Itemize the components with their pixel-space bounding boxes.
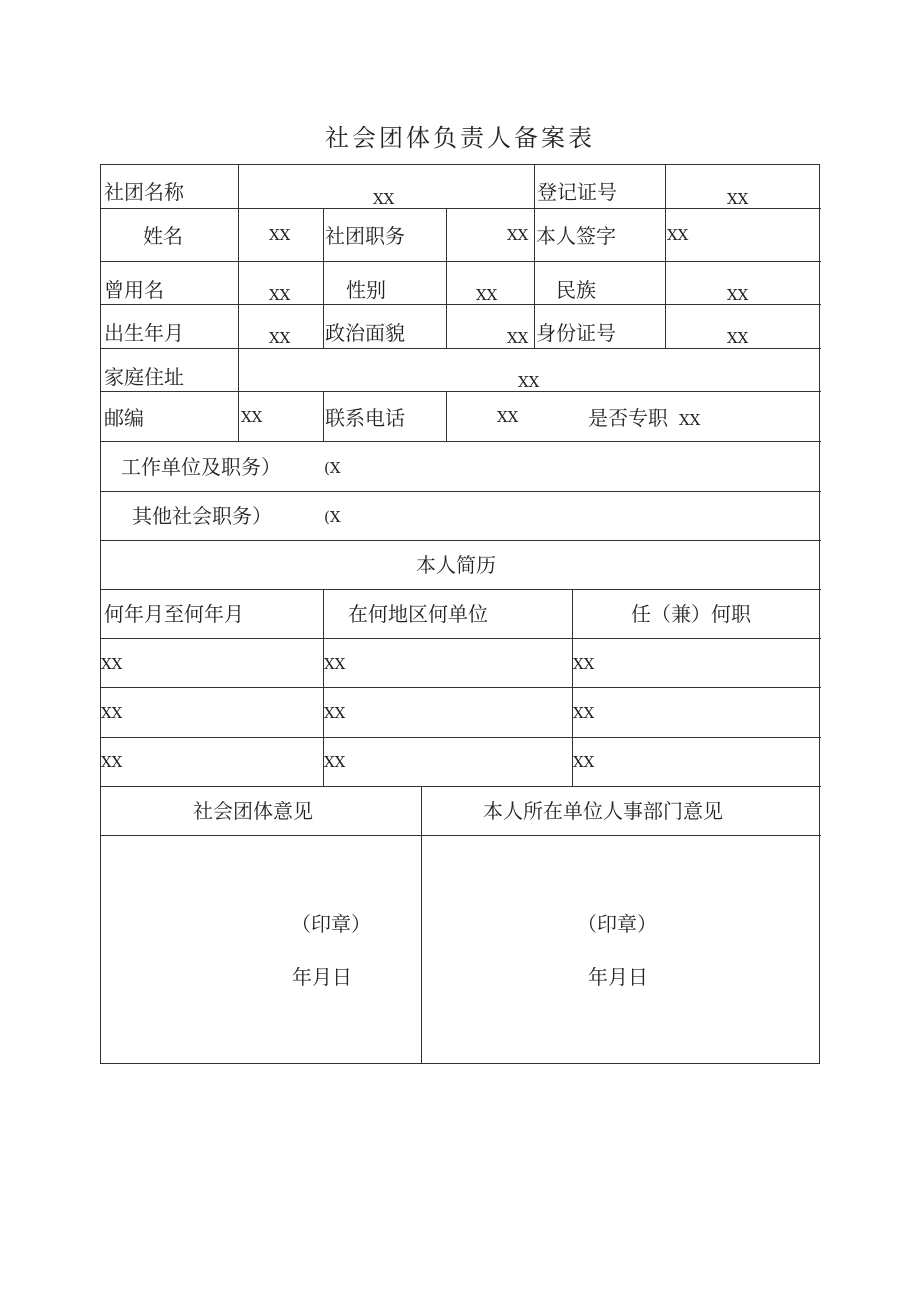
dept-date: 年月日 <box>588 965 648 989</box>
political-value: XX <box>507 329 529 347</box>
org-seal: （印章） <box>291 912 371 936</box>
fulltime-value: XX <box>679 411 701 429</box>
resume-cell: XX <box>573 655 595 673</box>
column-divider <box>323 391 324 441</box>
resume-column-unit: 在何地区何单位 <box>348 602 488 626</box>
resume-cell: XX <box>101 753 123 771</box>
org-date: 年月日 <box>292 965 352 989</box>
name-label: 姓名 <box>143 224 183 248</box>
position-label: 社团职务 <box>325 224 405 248</box>
row-divider <box>101 737 821 738</box>
column-divider <box>421 786 422 1064</box>
birth-value: XX <box>269 329 291 347</box>
row-divider <box>101 835 821 836</box>
signature-label: 本人签字 <box>536 224 616 248</box>
row-divider <box>101 786 821 787</box>
birth-label: 出生年月 <box>104 321 184 345</box>
column-divider <box>323 208 324 348</box>
other-positions-value: (X <box>324 508 341 526</box>
gender-label: 性别 <box>346 278 386 302</box>
address-label: 家庭住址 <box>104 365 184 389</box>
resume-column-period: 何年月至何年月 <box>104 602 244 626</box>
row-divider <box>101 687 821 688</box>
resume-heading: 本人简历 <box>416 553 496 577</box>
column-divider <box>238 165 239 441</box>
resume-cell: XX <box>101 655 123 673</box>
resume-cell: XX <box>101 704 123 722</box>
org-name-value: XX <box>373 190 395 208</box>
org-name-label: 社团名称 <box>104 180 184 204</box>
row-divider <box>101 261 821 262</box>
political-label: 政治面貌 <box>325 321 405 345</box>
employer-label: 工作单位及职务） <box>121 455 281 479</box>
postcode-label: 邮编 <box>104 406 144 430</box>
fulltime-label: 是否专职 <box>588 406 668 430</box>
row-divider <box>101 441 821 442</box>
phone-value: XX <box>497 408 519 426</box>
ethnicity-label: 民族 <box>556 278 596 302</box>
resume-cell: XX <box>573 753 595 771</box>
resume-cell: XX <box>324 655 346 673</box>
row-divider <box>101 304 821 305</box>
form-title: 社会团体负责人备案表 <box>325 124 595 152</box>
org-opinion-heading: 社会团体意见 <box>193 799 313 823</box>
row-divider <box>101 391 821 392</box>
row-divider <box>101 638 821 639</box>
column-divider <box>665 165 666 348</box>
resume-cell: XX <box>573 704 595 722</box>
column-divider <box>446 208 447 348</box>
row-divider <box>101 208 821 209</box>
other-positions-label: 其他社会职务） <box>132 504 272 528</box>
resume-cell: XX <box>324 704 346 722</box>
dept-seal: （印章） <box>577 912 657 936</box>
ethnicity-value: XX <box>727 286 749 304</box>
reg-no-label: 登记证号 <box>537 180 617 204</box>
row-divider <box>101 348 821 349</box>
row-divider <box>101 589 821 590</box>
position-value: XX <box>507 226 529 244</box>
column-divider <box>446 391 447 441</box>
name-value: XX <box>269 226 291 244</box>
gender-value: XX <box>476 286 498 304</box>
id-value: XX <box>727 329 749 347</box>
phone-label: 联系电话 <box>325 406 405 430</box>
former-name-value: XX <box>269 286 291 304</box>
registration-form <box>100 164 820 1064</box>
former-name-label: 曾用名 <box>104 278 164 302</box>
signature-value: XX <box>667 226 689 244</box>
postcode-value: XX <box>241 408 263 426</box>
reg-no-value: XX <box>727 190 749 208</box>
dept-opinion-heading: 本人所在单位人事部门意见 <box>483 799 723 823</box>
column-divider <box>534 165 535 348</box>
row-divider <box>101 540 821 541</box>
id-label: 身份证号 <box>536 321 616 345</box>
employer-value: (X <box>324 459 341 477</box>
address-value: XX <box>518 373 540 391</box>
row-divider <box>101 491 821 492</box>
resume-cell: XX <box>324 753 346 771</box>
resume-column-role: 任（兼）何职 <box>631 602 751 626</box>
